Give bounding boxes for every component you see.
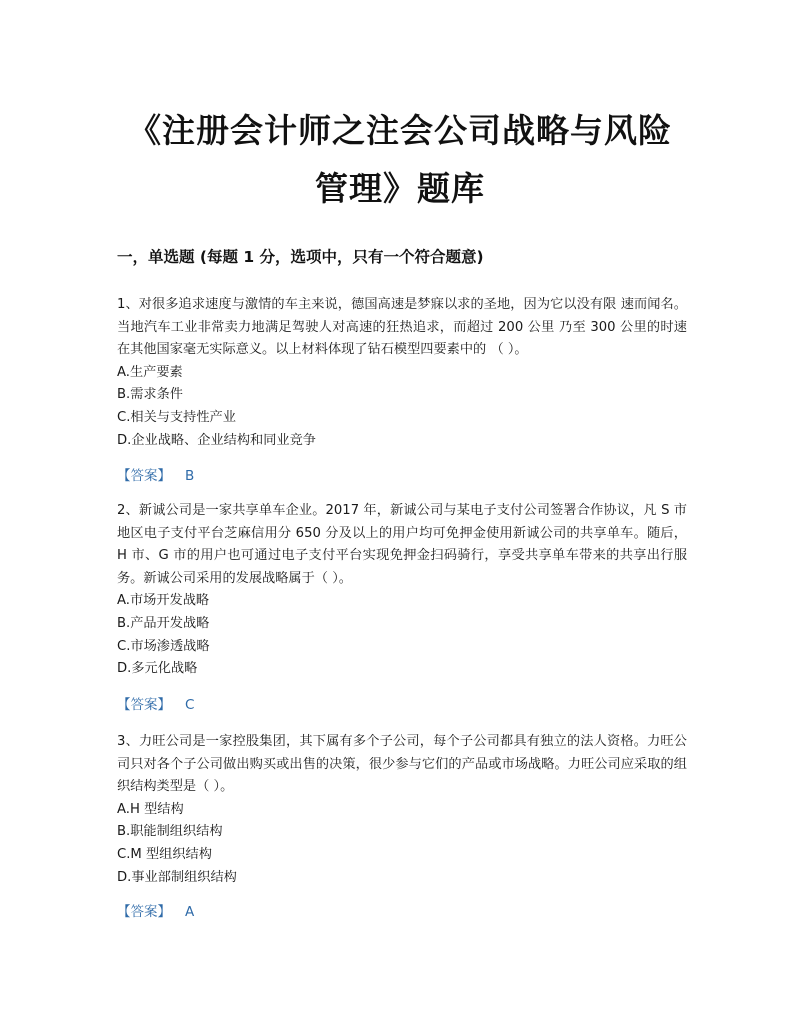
page-title	[100, 102, 700, 218]
answer-value: C	[185, 697, 195, 713]
answer-2	[117, 694, 194, 716]
option-a: A.生产要素	[117, 364, 183, 380]
answer-value: B	[185, 468, 195, 484]
answer-1	[117, 465, 194, 487]
option-d: D.企业战略、企业结构和同业竞争	[117, 432, 316, 448]
option-c: C.M 型组织结构	[117, 846, 212, 862]
section-heading: 一，单选题 (每题 1 分，选项中，只有一个符合题意)	[117, 248, 484, 266]
answer-label: 【答案】	[117, 697, 171, 713]
option-b: B.职能制组织结构	[117, 824, 223, 840]
answer-label: 【答案】	[117, 904, 171, 920]
option-b: B.产品开发战略	[117, 615, 210, 631]
answer-3	[117, 901, 194, 923]
question-1	[117, 294, 687, 452]
title-line-1: 《注册会计师之注会公司战略与风险	[128, 111, 672, 150]
option-a: A.H 型结构	[117, 801, 184, 817]
option-b: B.需求条件	[117, 387, 183, 403]
option-d: D.事业部制组织结构	[117, 869, 237, 885]
answer-label: 【答案】	[117, 468, 171, 484]
option-a: A.市场开发战略	[117, 593, 210, 609]
title-line-2: 管理》题库	[315, 169, 485, 208]
question-2	[117, 500, 687, 681]
question-3	[117, 731, 687, 889]
question-text: 3、力旺公司是一家控股集团，其下属有多个子公司，每个子公司都具有独立的法人资格。力旺公司只对各个子公司做出购买或出售的决策，很少参与它们的产品或市场战略。力旺公司应采取的组织结构类型是（ ）。	[117, 734, 687, 795]
option-c: C.市场渗透战略	[117, 638, 210, 654]
question-text: 1、对很多追求速度与激情的车主来说，德国高速是梦寐以求的圣地，因为它以没有限 速而闻名。当地汽车工业非常卖力地满足驾驶人对高速的狂热追求，而超过 200 公里 乃至 300 公里的时速在其他国家毫无实际意义。以上材料体现了钻石模型四要素中的 （ ）。	[117, 297, 687, 358]
answer-value: A	[185, 904, 195, 920]
option-d: D.多元化战略	[117, 661, 198, 677]
option-c: C.相关与支持性产业	[117, 409, 236, 425]
question-text: 2、新诚公司是一家共享单车企业。2017 年，新诚公司与某电子支付公司签署合作协议，凡 S 市地区电子支付平台芝麻信用分 650 分及以上的用户均可免押金使用新诚公司的共享单车。随后，H 市、G 市的用户也可通过电子支付平台实现免押金扫码骑行，享受共享单车带来的共享出行服务。新诚公司采用的发展战略属于（ ）。	[117, 503, 687, 586]
